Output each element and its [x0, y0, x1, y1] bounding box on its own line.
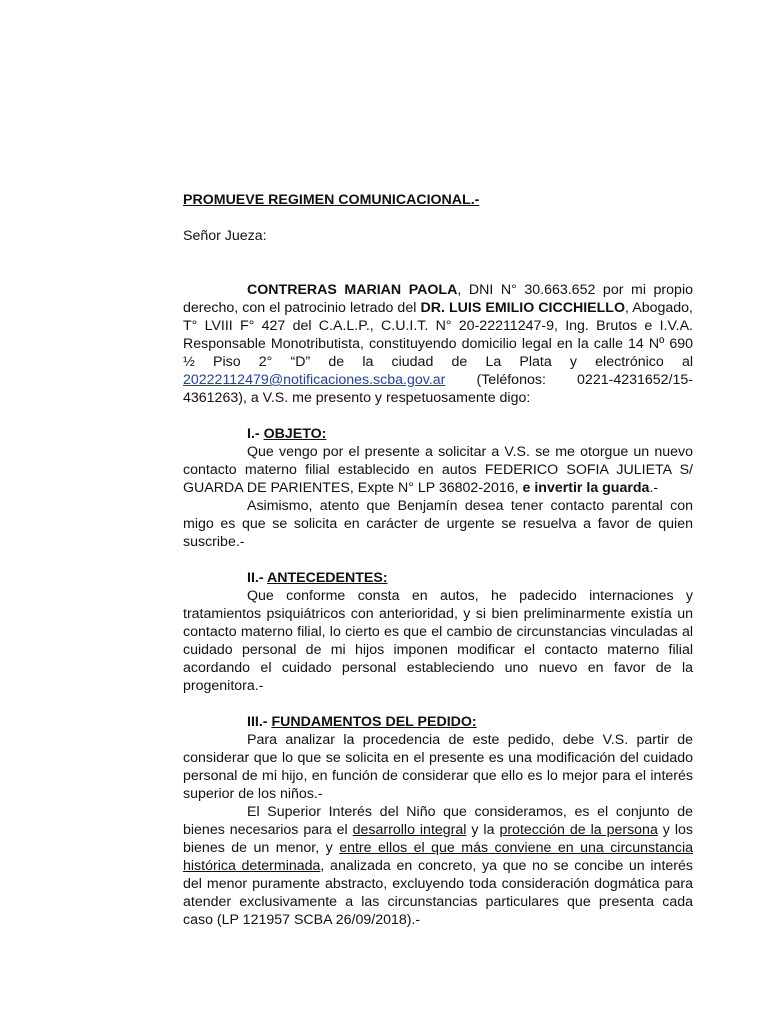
spacer	[183, 551, 693, 569]
section-1-paragraph-1: Que vengo por el presente a solicitar a V.S. se me otorgue un nuevo contacto materno filial establecido en autos FEDERICO SOFIA JULIETA S/ GUARDA DE PARIENTES, Expte N° LP 36802-2016, e invertir la guarda.-	[183, 444, 693, 496]
document-body	[183, 191, 693, 929]
section-1-heading: I.- OBJETO:	[247, 426, 327, 442]
underlined-phrase: protección de la persona	[499, 822, 658, 838]
section-3-title: FUNDAMENTOS DEL PEDIDO:	[271, 714, 477, 730]
section-3-heading: III.- FUNDAMENTOS DEL PEDIDO:	[247, 714, 477, 730]
section-3-paragraph-1: Para analizar la procedencia de este pedido, debe V.S. partir de considerar que lo que se solicita en el presente es una modificación del cuidado personal de mi hijo, en función de considerar que ello es lo mejor para el interés superior de los niños.-	[183, 732, 693, 802]
underlined-phrase: desarrollo integral	[352, 822, 467, 838]
section-2-paragraph-1: Que conforme consta en autos, he padecido internaciones y tratamientos psiquiátricos con anterioridad, y si bien preliminarmente existía un contacto materno filial, lo cierto es que el cambio de circunstancias vinculadas al cuidado personal de mi hijos imponen modificar el contacto materno filial acordando el cuidado personal estableciendo uno nuevo en favor de la progenitora.-	[183, 588, 693, 694]
section-1-paragraph-2: Asimismo, atento que Benjamín desea tener contacto parental con migo es que se solicita en carácter de urgente se resuelva a favor de quien suscribe.-	[183, 498, 693, 550]
section-1-title: OBJETO:	[263, 426, 327, 442]
section-2-heading: II.- ANTECEDENTES:	[247, 570, 388, 586]
salutation: Señor Jueza:	[183, 228, 267, 244]
lawyer-name: DR. LUIS EMILIO CICCHIELLO	[420, 300, 626, 316]
section-2-title: ANTECEDENTES:	[266, 570, 388, 586]
document-title: PROMUEVE REGIMEN COMUNICACIONAL.-	[183, 192, 480, 208]
spacer	[183, 245, 693, 281]
section-3-paragraph-2: El Superior Interés del Niño que consideramos, es el conjunto de bienes necesarios para el desarrollo integral y la protección de la persona y los bienes de un menor, y entre ellos el que más conviene en una circunstancia histórica determinada, analizada en concreto, ya que no se concibe un interés del menor puramente abstracto, excluyendo toda consideración dogmática para atender exclusivamente a las circunstancias particulares que presenta cada caso (LP 121957 SCBA 26/09/2018).-	[183, 804, 694, 928]
spacer	[183, 695, 693, 713]
spacer	[183, 209, 693, 227]
spacer	[183, 407, 693, 425]
intro-paragraph: CONTRERAS MARIAN PAOLA, DNI N° 30.663.652 por mi propio derecho, con el patrocinio letrado del DR. LUIS EMILIO CICCHIELLO, Abogado, T° LVIII F° 427 del C.A.L.P., C.U.I.T. N° 20-22211247-9, Ing. Brutos e I.V.A. Responsable Monotributista, constituyendo domicilio legal en la calle 14 Nº 690 ½ Piso 2° “D” de la ciudad de La Plata y electrónico al 20222112479@notificaciones.scba.gov.ar (Teléfonos: 0221-4231652/15-4361263), a V.S. me presento y respetuosamente digo:	[183, 282, 694, 406]
invert-custody-phrase: e invertir la guarda	[522, 480, 650, 496]
email-link[interactable]: 20222112479@notificaciones.scba.gov.ar	[183, 372, 446, 388]
plaintiff-name: CONTRERAS MARIAN PAOLA	[247, 282, 458, 298]
underlined-phrase: entre ellos el que más conviene en una circunstancia histórica determinada	[183, 840, 694, 874]
